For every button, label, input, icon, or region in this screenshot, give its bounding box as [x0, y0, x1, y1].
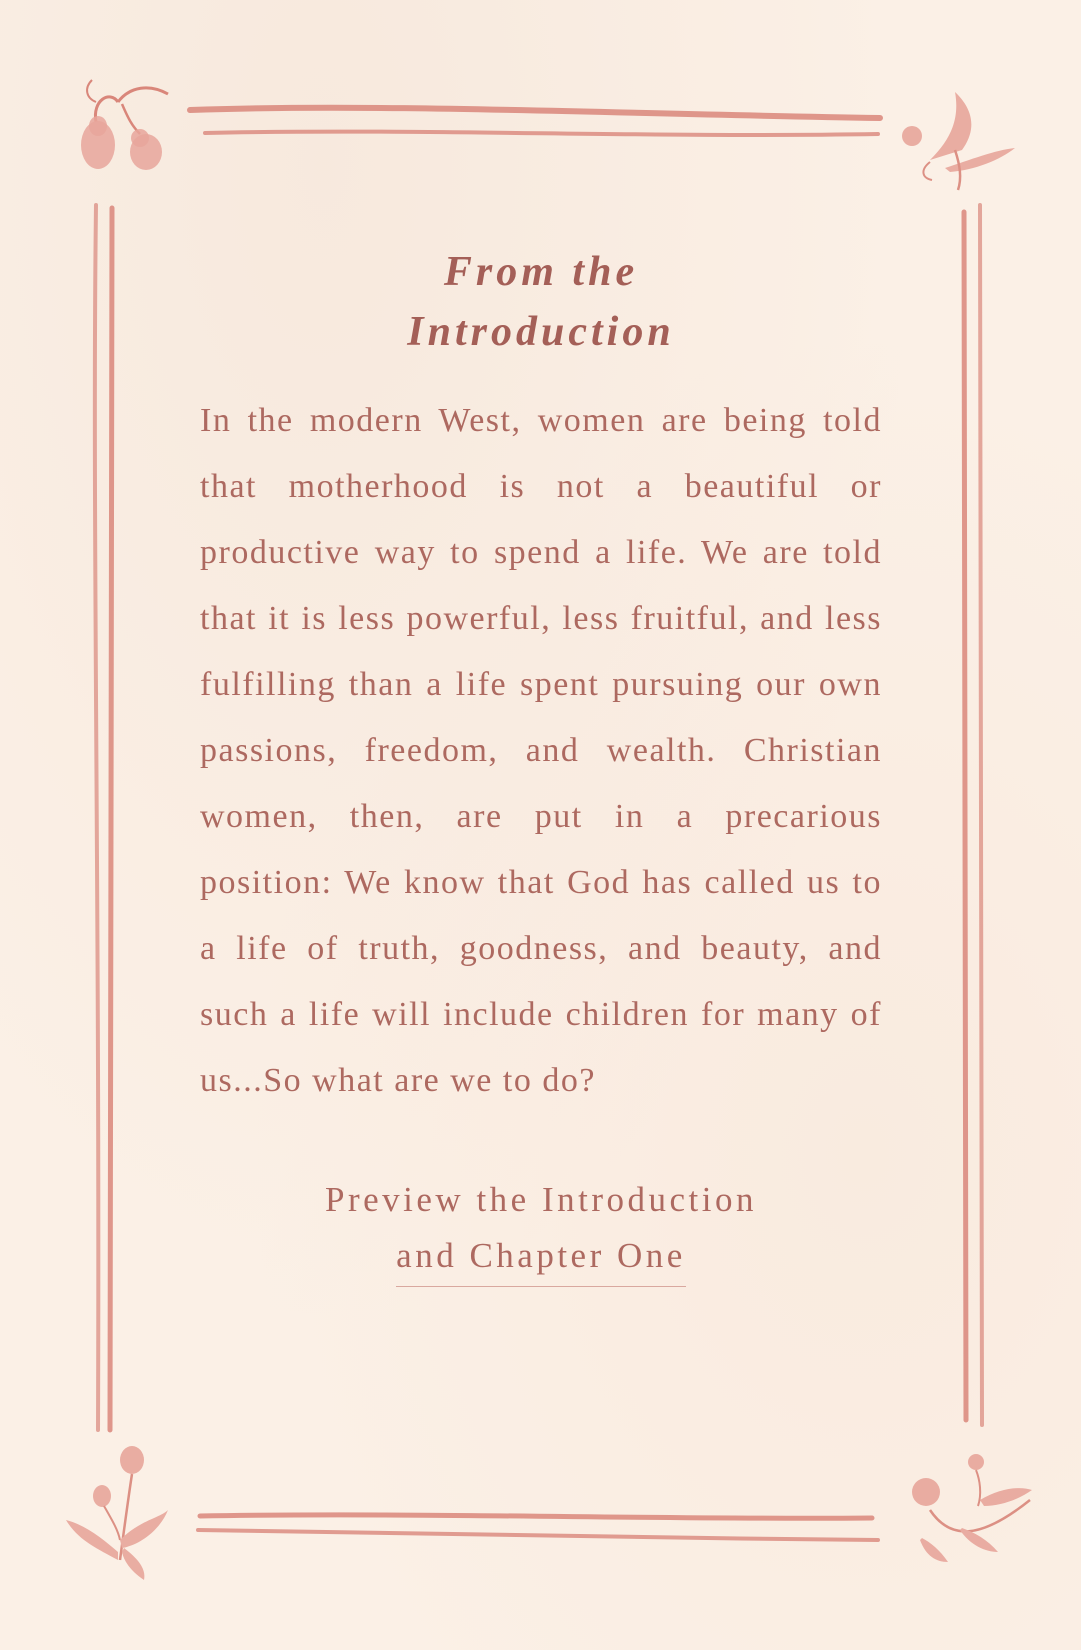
- heading-line-1: From the: [443, 249, 639, 295]
- blossom-sprig-icon: [912, 1454, 1032, 1562]
- preview-link-line-1: Preview the Introduction: [325, 1180, 757, 1219]
- leafy-sprig-icon: [902, 92, 1015, 190]
- excerpt-body: In the modern West, women are being told that motherhood is not a beautiful or productive way to spend a life. We are told that it is less powerful, less fruitful, and less fulfilling than a life spent pursuing our own passions, freedom, and wealth. Christian women, then, are put in a precarious position: We know that God has called us to a life of truth, goodness, and beauty, and such a life will include children for many of us...So what are we to do?: [200, 402, 882, 1099]
- excerpt-card: [200, 242, 882, 1287]
- bottom-border: [198, 1515, 878, 1540]
- heading-line-2: Introduction: [407, 309, 675, 355]
- pear-branch-icon: [81, 80, 168, 170]
- left-border: [95, 205, 112, 1430]
- preview-link[interactable]: [281, 1172, 801, 1287]
- top-border: [190, 108, 880, 135]
- preview-link-line-2: and Chapter One: [396, 1228, 686, 1287]
- right-border: [964, 205, 982, 1425]
- section-heading: [200, 242, 882, 362]
- thistle-flower-icon: [66, 1446, 168, 1580]
